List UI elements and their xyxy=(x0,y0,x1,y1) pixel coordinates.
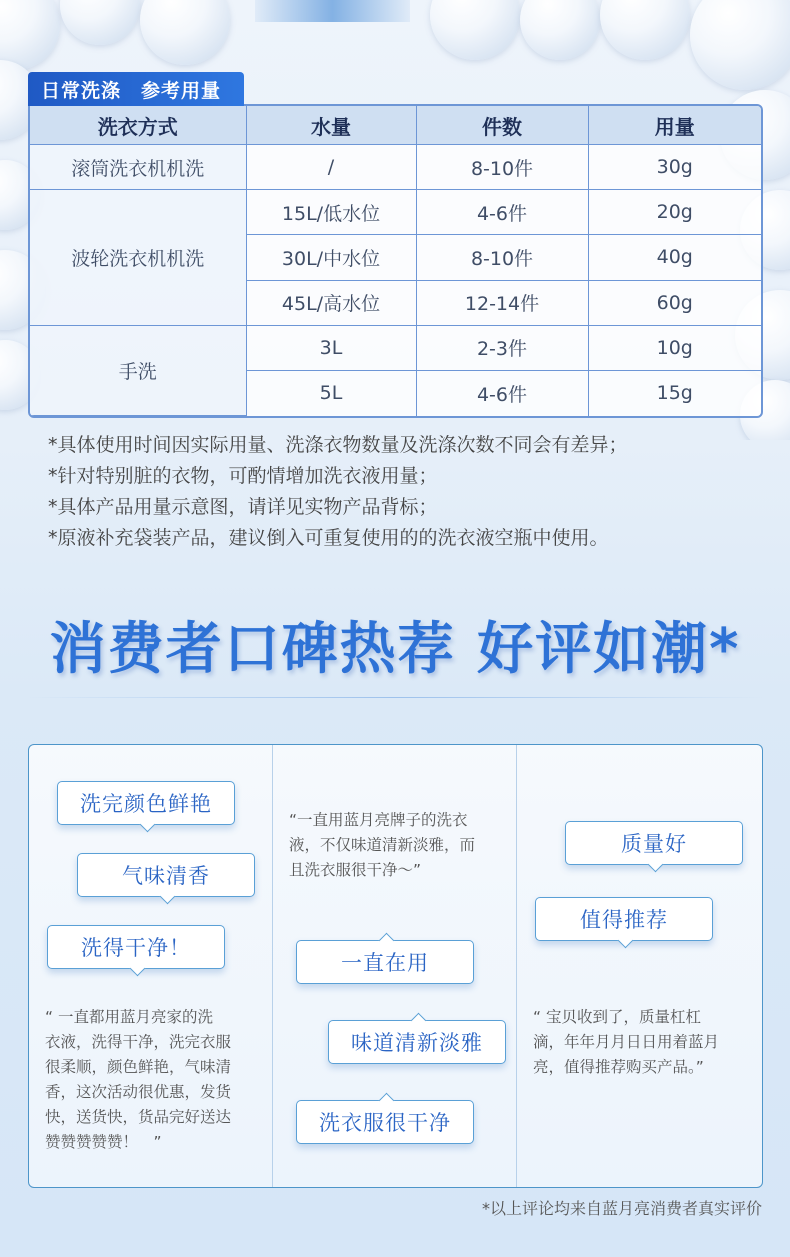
quote-line: 赞赞赞赞赞！ ” xyxy=(45,1133,162,1151)
review-tag-label: 味道清新淡雅 xyxy=(351,1031,483,1055)
amount-cell: 20g xyxy=(588,190,761,235)
items-cell: 12-14件 xyxy=(416,280,588,325)
water-cell: 30L/中水位 xyxy=(246,235,416,280)
bubble-tail xyxy=(618,933,634,949)
usage-notes xyxy=(48,430,768,554)
bubble-tail xyxy=(160,889,176,905)
quote-line: 香，这次活动很优惠，发货 xyxy=(45,1083,232,1101)
header-water: 水量 xyxy=(246,106,416,145)
table-row xyxy=(30,190,761,235)
note-line: *针对特别脏的衣物，可酌情增加洗衣液用量； xyxy=(48,465,438,487)
items-cell: 4-6件 xyxy=(416,370,588,415)
quote-line: “ 一直都用蓝月亮家的洗 xyxy=(45,1008,213,1026)
review-tag xyxy=(296,940,474,984)
bubble-tail xyxy=(379,1093,395,1109)
note-line: *原液补充袋装产品，建议倒入可重复使用的的洗衣液空瓶中使用。 xyxy=(48,527,609,549)
bubble-tail xyxy=(379,933,395,949)
review-tag xyxy=(57,781,235,825)
header-amount: 用量 xyxy=(588,106,761,145)
review-quote xyxy=(289,808,511,883)
quote-line: 亮，值得推荐购买产品。” xyxy=(533,1058,704,1076)
note-line: *具体产品用量示意图，请详见实物产品背标； xyxy=(48,496,438,518)
reviews-headline: 消费者口碑热荐 好评如潮* xyxy=(49,617,741,682)
amount-cell: 60g xyxy=(588,280,761,325)
quote-line: “一直用蓝月亮牌子的洗衣 xyxy=(289,811,468,829)
quote-line: 滴，年年月月日日用着蓝月 xyxy=(533,1033,720,1051)
headline-divider xyxy=(28,697,763,698)
bubble-tail xyxy=(130,961,146,977)
amount-cell: 15g xyxy=(588,370,761,415)
quote-line: 液，不仅味道清新淡雅，而 xyxy=(289,836,476,854)
header-items: 件数 xyxy=(416,106,588,145)
amount-cell: 30g xyxy=(588,145,761,190)
review-column-left xyxy=(29,745,272,1187)
review-tag-label: 洗衣服很干净 xyxy=(319,1111,451,1135)
water-cell: 5L xyxy=(246,370,416,415)
quote-line: 且洗衣服很干净～” xyxy=(289,861,422,879)
quote-line: “ 宝贝收到了，质量杠杠 xyxy=(533,1008,701,1026)
water-cell: 45L/高水位 xyxy=(246,280,416,325)
quote-line: 很柔顺，颜色鲜艳，气味清 xyxy=(45,1058,232,1076)
review-tag xyxy=(535,897,713,941)
amount-cell: 10g xyxy=(588,325,761,370)
method-cell: 波轮洗衣机机洗 xyxy=(30,190,246,325)
review-quote xyxy=(45,1005,267,1155)
header-method: 洗衣方式 xyxy=(30,106,246,145)
review-tag xyxy=(47,925,225,969)
review-tag xyxy=(77,853,255,897)
table-header-row xyxy=(30,106,761,145)
review-tag xyxy=(565,821,743,865)
items-cell: 4-6件 xyxy=(416,190,588,235)
note-line: *具体使用时间因实际用量、洗涤衣物数量及洗涤次数不同会有差异； xyxy=(48,434,628,456)
water-cell: 15L/低水位 xyxy=(246,190,416,235)
amount-cell: 40g xyxy=(588,235,761,280)
items-cell: 2-3件 xyxy=(416,325,588,370)
review-tag-label: 洗得干净！ xyxy=(81,936,191,960)
water-cell: / xyxy=(246,145,416,190)
quote-line: 快，送货快，货品完好送达 xyxy=(45,1108,232,1126)
section-tag: 日常洗涤 参考用量 xyxy=(28,72,244,106)
method-cell: 手洗 xyxy=(30,325,246,415)
review-tag-label: 气味清香 xyxy=(122,864,210,888)
water-cell: 3L xyxy=(246,325,416,370)
review-column-middle xyxy=(273,745,516,1187)
items-cell: 8-10件 xyxy=(416,235,588,280)
footnote: *以上评论均来自蓝月亮消费者真实评价 xyxy=(481,1199,762,1218)
review-tag xyxy=(296,1100,474,1144)
review-tag-label: 洗完颜色鲜艳 xyxy=(80,792,212,816)
review-tag-label: 值得推荐 xyxy=(580,908,668,932)
top-glow-strip xyxy=(255,0,410,22)
method-cell: 滚筒洗衣机机洗 xyxy=(30,145,246,190)
review-tag-label: 一直在用 xyxy=(341,951,429,975)
quote-line: 衣液，洗得干净，洗完衣服 xyxy=(45,1033,232,1051)
items-cell: 8-10件 xyxy=(416,145,588,190)
review-tag xyxy=(328,1020,506,1064)
review-tag-label: 质量好 xyxy=(621,832,687,856)
reviews-panel xyxy=(28,744,763,1188)
table-row xyxy=(30,145,761,190)
usage-table xyxy=(28,104,763,418)
bubble-tail xyxy=(411,1013,427,1029)
bubble-tail xyxy=(140,817,156,833)
review-quote xyxy=(533,1005,755,1080)
table-row xyxy=(30,325,761,370)
review-column-right xyxy=(517,745,762,1187)
bubble-tail xyxy=(648,857,664,873)
